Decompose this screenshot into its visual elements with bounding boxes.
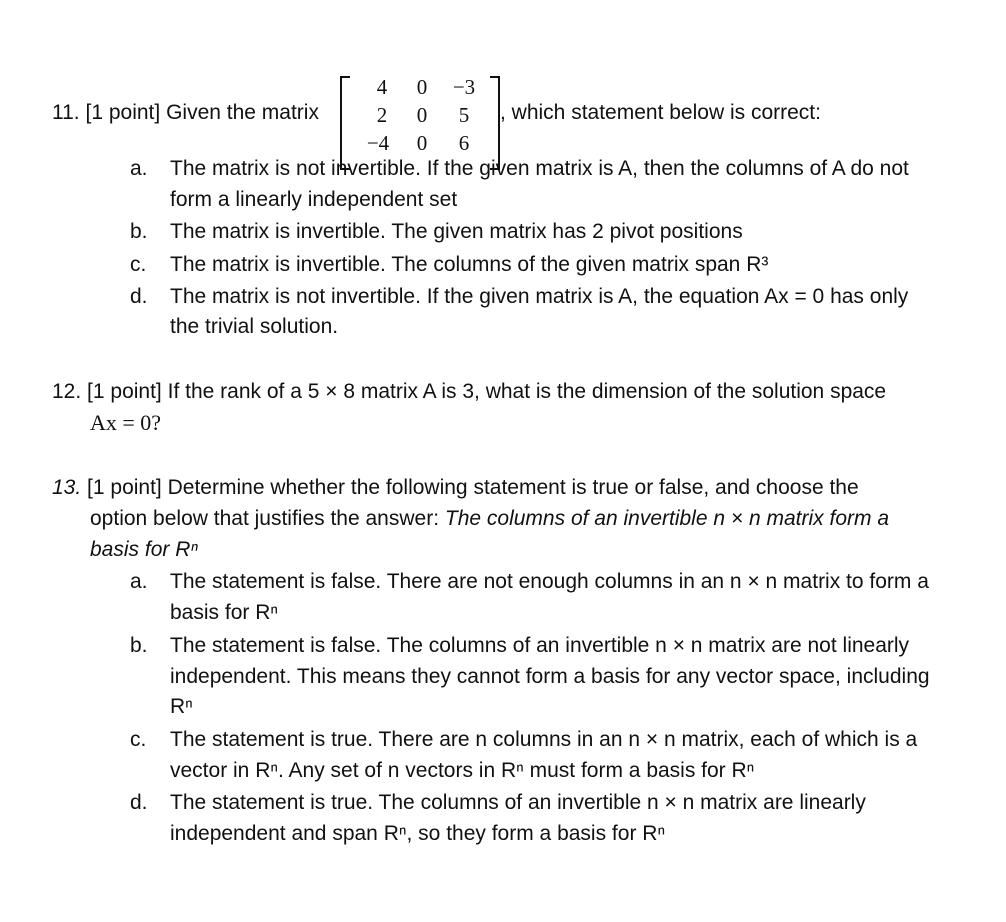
q13-option-a-line2: basis for Rⁿ [170,601,279,624]
q13-option-d-line1: The statement is true. The columns of an invertible n × n matrix are linearly [170,791,866,814]
q13-text-line3: basis for Rⁿ [90,538,199,561]
q13-option-c-letter: c. [130,728,147,751]
matrix-cell: 4 [376,75,388,99]
q11-number: 11. [52,101,80,124]
q13-option-c-line2: vector in Rⁿ. Any set of n vectors in Rⁿ must form a basis for Rⁿ [170,759,755,782]
q11-option-c-line1: The matrix is invertible. The columns of the given matrix span R³ [170,253,769,276]
q11-option-a-line1: The matrix is not invertible. If the given matrix is A, then the columns of A do not [170,157,909,180]
q13-text-line2 [90,506,889,532]
q11-option-b-line1: The matrix is invertible. The given matrix has 2 pivot positions [170,220,743,243]
q12-number: 12. [52,380,82,403]
matrix-cell: −3 [452,75,476,99]
q12-text-line1: If the rank of a 5 × 8 matrix A is 3, what is the dimension of the solution space [167,380,887,403]
q11-option-d-line2: the trivial solution. [170,315,339,338]
q11-option-d-line1: The matrix is not invertible. If the given matrix is A, the equation Ax = 0 has only [170,285,909,308]
q12-text-line2: Ax = 0? [90,410,162,435]
matrix-cell: 2 [376,103,388,127]
matrix-cell: 0 [416,103,428,127]
matrix-cell: 5 [458,103,470,127]
q13-text-line2-italic: The columns of an invertible n × n matrix form a [444,507,889,530]
q13-option-b-letter: b. [130,634,148,657]
q13-option-d-letter: d. [130,791,148,814]
matrix-cell: −4 [366,131,390,155]
q13-text-line2-plain: option below that justifies the answer: [90,507,440,530]
q13-option-a-line1: The statement is false. There are not enough columns in an n × n matrix to form a [170,570,929,593]
q13-option-b-line1: The statement is false. The columns of an invertible n × n matrix are not linearly [170,634,910,657]
q11-option-d-letter: d. [130,285,148,308]
q11-option-a-line2: form a linearly independent set [170,188,458,211]
q13-points: [1 point] [87,476,162,499]
q11-option-c-letter: c. [130,253,147,276]
q11-prefix: Given the matrix [166,101,319,124]
q13-option-b-line2: independent. This means they cannot form a basis for any vector space, including [170,665,930,688]
q13-option-b-line3: Rⁿ [170,695,193,718]
q13-option-a-letter: a. [130,570,148,593]
matrix-cell: 0 [416,75,428,99]
matrix-cell: 6 [458,131,470,155]
q13-stem [52,475,859,501]
q11-stem [52,100,319,126]
q12-points: [1 point] [87,380,162,403]
q11-suffix: , which statement below is correct: [500,101,821,124]
q11-points: [1 point] [85,101,161,124]
q13-number: 13. [52,476,82,499]
q13-option-c-line1: The statement is true. There are n columns in an n × n matrix, each of which is a [170,728,918,751]
matrix-cell: 0 [416,131,428,155]
q11-option-b-letter: b. [130,220,148,243]
q13-option-d-line2: independent and span Rⁿ, so they form a basis for Rⁿ [170,822,666,845]
q12-stem [52,379,886,405]
q13-text-line1: Determine whether the following statement is true or false, and choose the [167,476,859,499]
q11-option-a-letter: a. [130,157,148,180]
